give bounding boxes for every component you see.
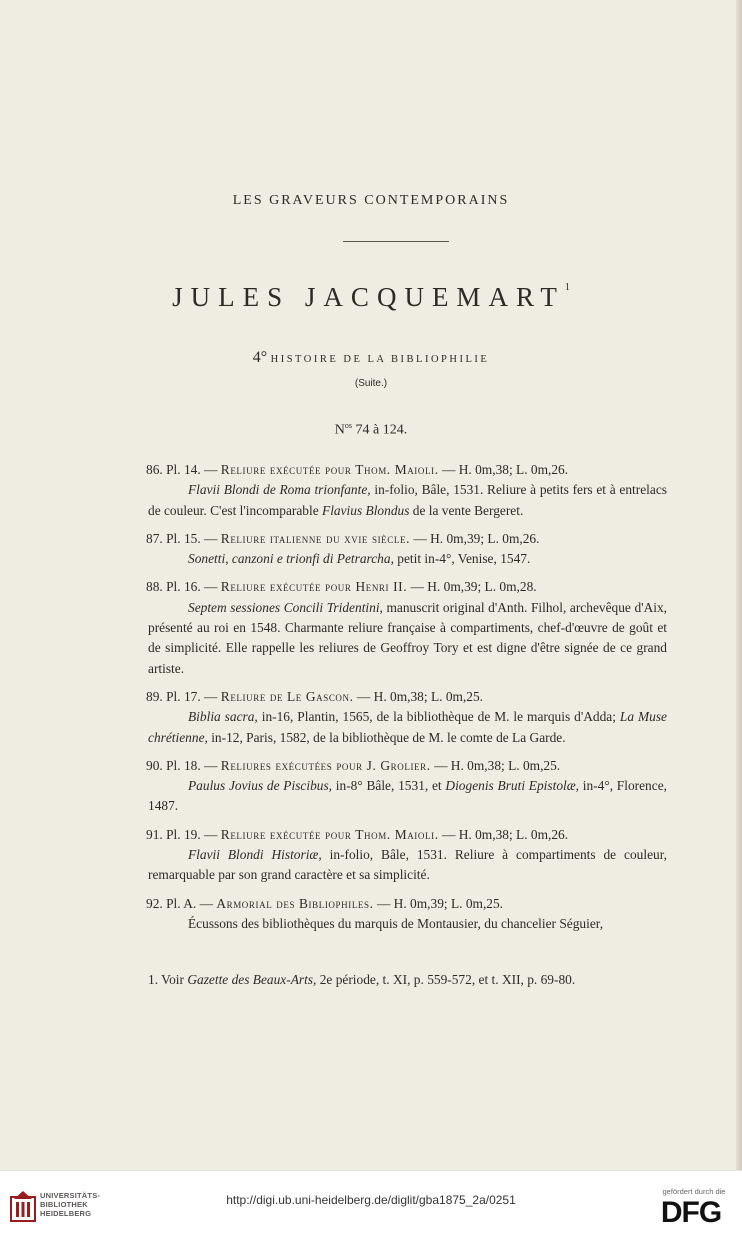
main-title [0, 282, 742, 313]
catalogue-entry [148, 687, 667, 748]
entry-title: Reliure italienne du xvie siècle. [220, 530, 411, 546]
digital-object-url-link[interactable]: http://digi.ub.uni-heidelberg.de/diglit/gba1875_2a/0251 [226, 1193, 516, 1207]
entry-number: 89. Pl. 17. — [146, 688, 218, 704]
entry-book-title: Septem sessiones Concili Tridentini, [188, 599, 383, 615]
entry-title: Reliures exécutées pour J. Grolier. [220, 757, 431, 773]
entry-dimensions: — H. 0m,38; L. 0m,26. [442, 826, 569, 842]
plate-numbers [0, 421, 742, 439]
dfg-logo-icon[interactable]: DFG [660, 1196, 722, 1229]
catalogue-entry [148, 529, 667, 570]
entry-book-title-2: Diogenis Bruti Epistolæ, [445, 778, 580, 794]
entry-dimensions: — H. 0m,38; L. 0m,26. [442, 462, 569, 477]
library-name-line: BIBLIOTHEK [40, 1200, 88, 1209]
entry-number: 91. Pl. 19. — [146, 826, 218, 842]
entry-description: in-folio, Bâle, 1531. Reliure à petits fers et à entrelacs de couleur. C'est l'incomparable [148, 482, 667, 518]
entry-book-title: Sonetti, canzoni e trionfi di Petrarcha, [188, 551, 394, 567]
footnote-journal: Gazette des Beaux-Arts, [187, 972, 317, 987]
entry-description: petit in-4°, Venise, 1547. [393, 551, 531, 567]
entry-title: Reliure exécutée pour Henri II. [220, 579, 408, 595]
library-name-line: HEIDELBERG [40, 1209, 92, 1218]
entry-dimensions: — H. 0m,39; L. 0m,28. [410, 579, 537, 595]
entry-description: Écussons des bibliothèques du marquis de Montausier, du chancelier Séguier, [188, 915, 604, 931]
entry-book-title: Flavii Blondi Historiæ, [188, 847, 322, 863]
section-label: HISTOIRE DE LA BIBLIOPHILIE [270, 354, 490, 365]
numbers-range: 74 à 124. [355, 422, 408, 438]
entry-book-title-2: Flavius Blondus [322, 502, 410, 518]
entry-description-2: de la vente Bergeret. [409, 502, 524, 518]
catalogue-entry [148, 825, 667, 886]
entry-description: in-8° Bâle, 1531, et [332, 778, 446, 794]
page-edge-shadow [736, 0, 742, 1170]
entry-title: Reliure exécutée pour Thom. Maioli. [220, 826, 439, 842]
entry-description: manuscrit original d'Anth. Filhol, archevêque d'Aix, présenté au roi en 1548. Charmante reliure française à compartiments, chef-d'œuvre de goût et de simplicité. Elle rappelle les reliures de Geoffroy Tory et est digne d'être signée de ce grand artiste. [148, 599, 667, 676]
entry-number: 90. Pl. 18. — [146, 757, 218, 773]
entry-description: in-folio, Bâle, 1531. Reliure à compartiments de couleur, remarquable par son grand caractère et sa simplicité. [148, 847, 667, 883]
title-footnote-marker: 1 [564, 282, 570, 293]
footnote-post: 2e période, t. XI, p. 559-572, et t. XII, p. 69-80. [316, 972, 576, 987]
section-number: 4° [252, 349, 268, 366]
numbers-prefix: N [334, 422, 345, 438]
section-title [0, 349, 742, 367]
entry-number: 86. Pl. 14. — [146, 462, 218, 477]
entry-title: Reliure exécutée pour Thom. Maioli. [220, 462, 439, 477]
entry-number: 88. Pl. 16. — [146, 579, 218, 595]
entry-dimensions: — H. 0m,38; L. 0m,25. [434, 757, 561, 773]
entry-title: Reliure de Le Gascon. [220, 688, 354, 704]
entry-book-title: Paulus Jovius de Piscibus, [188, 778, 333, 794]
running-head: LES GRAVEURS CONTEMPORAINS [232, 193, 510, 208]
entry-description: in-16, Plantin, 1565, de la bibliothèque de M. le marquis d'Adda; [257, 709, 620, 725]
footnote-pre: 1. Voir [148, 972, 188, 987]
entry-title: Armorial des Bibliophiles. [216, 895, 374, 911]
catalogue-entry [148, 577, 667, 678]
footnote [130, 970, 667, 990]
suite-note: (Suite.) [354, 378, 388, 389]
entry-dimensions: — H. 0m,39; L. 0m,25. [376, 895, 504, 911]
entry-dimensions: — H. 0m,38; L. 0m,25. [356, 688, 484, 704]
entry-number: 87. Pl. 15. — [146, 530, 218, 546]
entry-book-title-2: La Muse chrétienne, [148, 709, 667, 745]
title-rule [343, 241, 449, 242]
catalogue-entry [148, 894, 667, 935]
entry-description-2: in-12, Paris, 1582, de la bibliothèque de M. le comte de La Garde. [207, 729, 566, 745]
funding-caption: gefördert durch die [662, 1187, 726, 1196]
entry-book-title: Biblia sacra, [188, 709, 258, 725]
library-name-line: UNIVERSITÄTS- [40, 1191, 101, 1200]
main-title-text: JULES JACQUEMART [172, 282, 565, 312]
entry-dimensions: — H. 0m,39; L. 0m,26. [413, 530, 540, 546]
catalogue-entry [148, 460, 667, 521]
entry-description-2: in-4°, Florence, 1487. [148, 778, 667, 814]
catalogue-entries [148, 460, 667, 942]
entry-book-title: Flavii Blondi de Roma trionfante, [188, 482, 371, 498]
entry-number: 92. Pl. A. — [146, 895, 213, 911]
catalogue-entry [148, 756, 667, 817]
numbers-sup: os [344, 421, 353, 430]
